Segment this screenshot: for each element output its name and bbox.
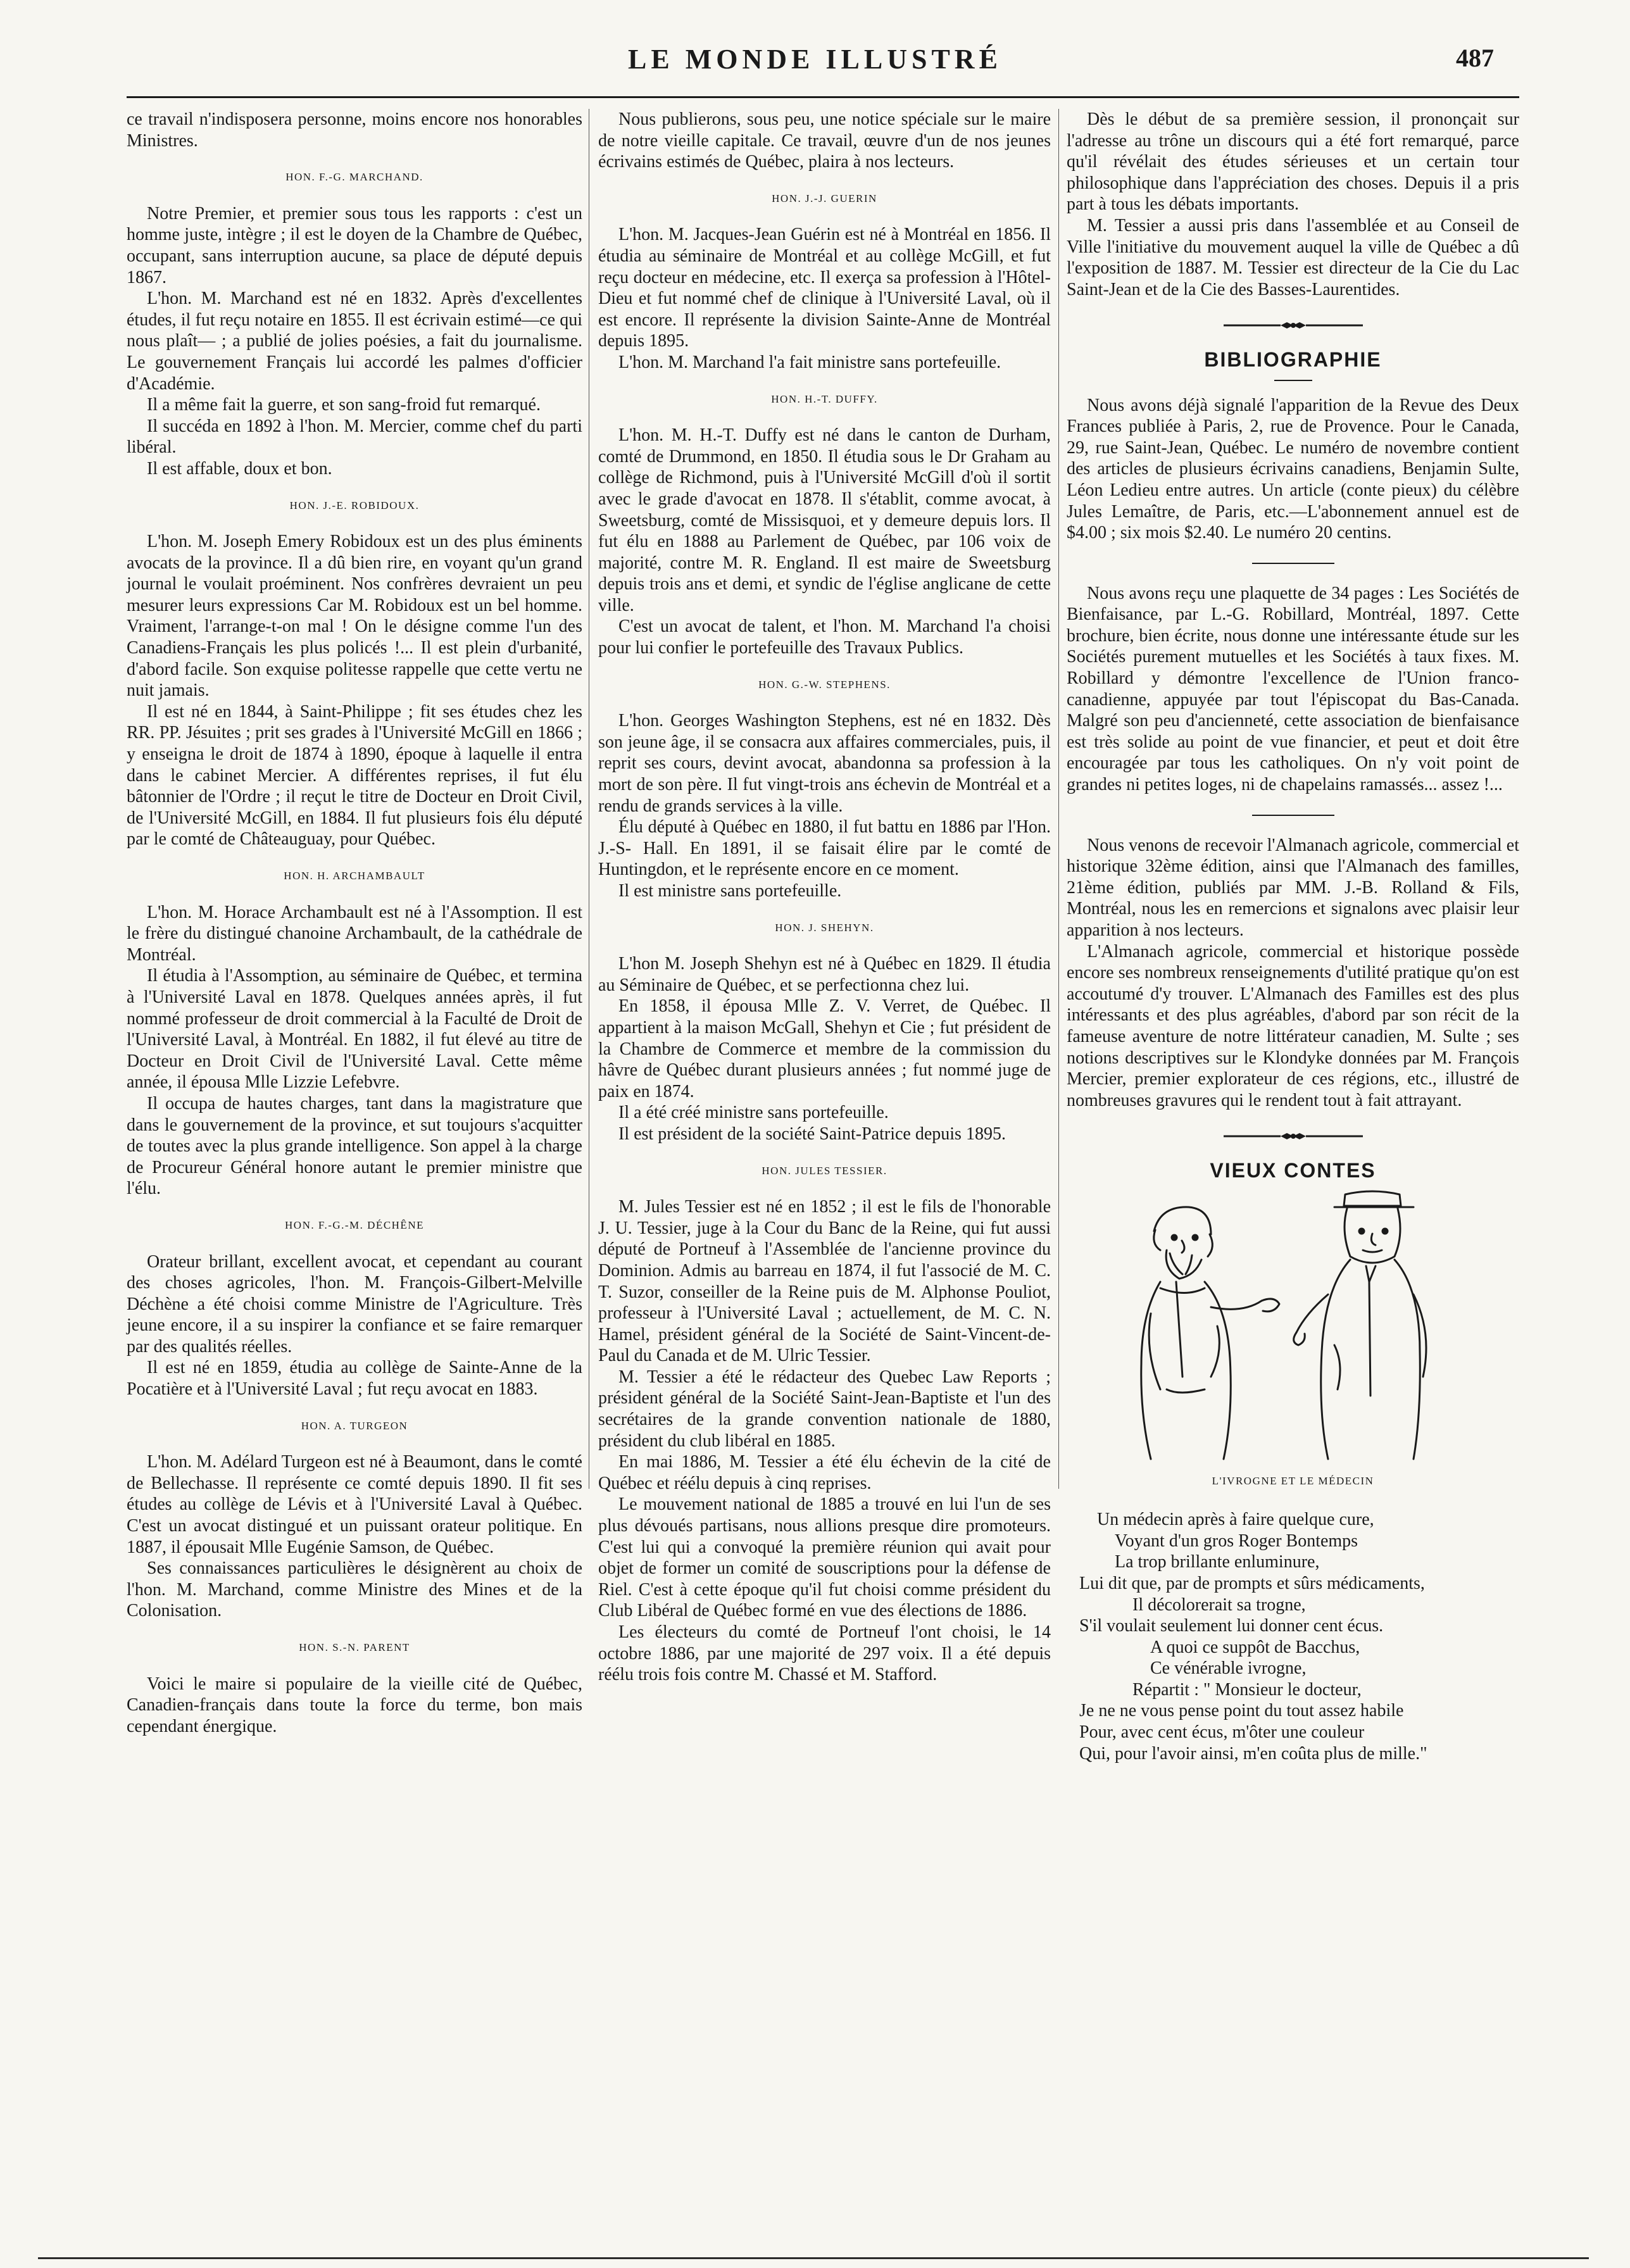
poem-line: Je ne ne vous pense point du tout assez habile [1079,1701,1404,1721]
poem-line: Qui, pour l'avoir ainsi, m'en coûta plus de mille." [1079,1743,1427,1764]
illustration-caption: L'IVROGNE ET LE MÉDECIN [1212,1474,1374,1487]
section-heading: HON. S.-N. PARENT [299,1641,410,1653]
paragraph: Il est affable, doux et bon. [147,458,332,479]
header-rule [127,96,1519,98]
biblio-paragraph: Nous venons de recevoir l'Almanach agricole, commercial et historique 32ème édition, ainsi que l'Almanach des familles, 21ème édition, publiés par MM. J.-B. Rolland & Fils, Montréal, nous les en remercions et signalons avec plaisir leur apparition à nos lecteurs. [1067,835,1519,940]
tessier-continued [1067,109,1519,300]
paragraph: Le mouvement national de 1885 a trouvé en lui l'un de ses plus dévoués partisans, nous allions presque dire promoteurs. C'est lui qui a convoqué la première réunion qui avait pour objet de former un comité de souscriptions pour la défense de Riel. C'est à cette époque qu'il fut choisi comme président du Club Libéral de Québec formé en vue des élections de 1886. [598,1494,1051,1621]
biblio-paragraph: Nous avons déjà signalé l'apparition de la Revue des Deux Frances publiée à Paris, 2, rue de Provence. Pour le Canada, 29, rue Saint-Jean, Québec. Le numéro de novembre contient des articles de plusieurs écrivains canadiens, Benjamin Sulte, Léon Ledieu entre autres. Un article (conte pieux) du célèbre Jules Lemaître, de Paris, etc.—L'abonnement annuel est de $4.00 ; six mois $2.40. Le numéro 20 centins. [1067,395,1519,543]
paragraph: L'hon. Georges Washington Stephens, est né en 1832. Dès son jeune âge, il se consacra aux affaires commerciales, puis, il reprit ses cours, devint avocat, abandonna sa profession à la mort de son père. Il fut vingt-trois ans échevin de Montréal et a rendu de grands services à la ville. [598,711,1051,816]
section-heading: HON. F.-G.-M. DÉCHÊNE [285,1219,424,1231]
paragraph: Il étudia à l'Assomption, au séminaire de Québec, et termina à l'Université Laval en 1878. Quelques années après, il fut nommé professeur de droit commercial à la Faculté de Droit de l'Université Laval, à Montréal. En 1882, il fut élevé au titre de Docteur en Droit Civil de l'Université Laval. Cette même année, il épousa Mlle Lizzie Lefebvre. [127,966,582,1093]
paragraph: M. Jules Tessier est né en 1852 ; il est le fils de l'honorable J. U. Tessier, juge à la Cour du Banc de la Reine, qui fut aussi député de Portneuf à l'Assemblée de l'ancienne province du Dominion. Admis au barreau en 1874, il fut l'associé de M. C. T. Suzor, conseiller de la Reine puis de M. Alphonse Pouliot, professeur à l'Université Laval ; actuellement, de M. C. N. Hamel, président général de la Société de Saint-Vincent-de-Paul du Canada et de M. Ulric Tessier. [598,1197,1051,1366]
paragraph: C'est un avocat de talent, et l'hon. M. Marchand l'a choisi pour lui confier le portefeuille des Travaux Publics. [598,617,1051,658]
paragraph: Il a été créé ministre sans portefeuille. [618,1103,889,1123]
paragraph: Nous publierons, sous peu, une notice spéciale sur le maire de notre vieille capitale. Ce travail, œuvre d'un de nos jeunes écrivains estimés de Québec, plaira à nos lecteurs. [598,110,1051,172]
poem-line: Pour, avec cent écus, m'ôter une couleur [1079,1722,1365,1743]
ornament-divider [1067,1125,1519,1146]
biblio-paragraph: L'Almanach agricole, commercial et historique possède encore ses nombreux renseignements d'utilité pratique qu'on est accoutumé d'y trouver. L'Almanach des Familles est des plus intéressants et des plus agréables, d'abord par son récit de la fameuse aventure de notre littérateur canadien, M. Sulte ; ses notions descriptives sur le Klondyke données par M. François Mercier, premier explorateur de ces régions, etc., illustré de nombreuses gravures qui le rendent tout à fait attrayant. [1067,941,1519,1110]
poem-line: A quoi ce suppôt de Bacchus, [1150,1637,1360,1657]
paragraph: Les électeurs du comté de Portneuf l'ont choisi, le 14 octobre 1886, par une majorité de 297 voix. Il a été depuis réélu trois fois contre M. Chassé et M. Stafford. [598,1622,1051,1685]
separator [1252,815,1334,816]
poem-line: Un médecin après à faire quelque cure, [1097,1510,1374,1530]
column-1 [127,109,582,1737]
paragraph: Il est né en 1844, à Saint-Philippe ; fit ses études chez les RR. PP. Jésuites ; prit ses grades à l'Université McGill en 1866 ; y enseigna le droit de 1874 à 1890, époque à laquelle il entra dans le cabinet Mercier. A différentes reprises, il fut élu bâtonnier de l'Ordre ; il reçut le titre de Docteur en Droit Civil, de l'Université McGill, en 1884. Il fut plusieurs fois élu député par le comté de Châteauguay, pour Québec. [127,701,582,849]
paragraph: Ses connaissances particulières le désignèrent au choix de l'hon. M. Marchand, comme Ministre des Mines et de la Colonisation. [127,1558,582,1621]
poem [1079,1509,1519,1764]
paragraph: Il a même fait la guerre, et son sang-froid fut remarqué. [147,395,541,415]
section-heading: HON. H.-T. DUFFY. [771,392,878,405]
poem-line: Voyant d'un gros Roger Bontemps [1115,1531,1358,1551]
paragraph: En 1858, il épousa Mlle Z. V. Verret, de Québec. Il appartient à la maison McGall, Shehyn et Cie ; fut président de la Chambre de Commerce et membre de la commission du hâvre de Québec durant plusieurs années ; fut nommé juge de paix en 1874. [598,996,1051,1101]
page-bottom-edge [38,2257,1589,2259]
section-heading: HON. JULES TESSIER. [762,1164,887,1177]
paragraph: L'hon. M. Horace Archambault est né à l'Assomption. Il est le frère du distingué chanoine Archambault, de la cathédrale de Montréal. [127,902,582,965]
paragraph: En mai 1886, M. Tessier a été élu échevin de la cité de Québec et réélu depuis à cinq reprises. [598,1452,1051,1493]
paragraph: Il succéda en 1892 à l'hon. M. Mercier, comme chef du parti libéral. [127,416,582,458]
paragraph: L'hon. M. Joseph Emery Robidoux est un des plus éminents avocats de la province. Il a dû bien rire, en voyant qu'un grand journal le voulait proéminent. Nos confrères devraient un peu mesurer leurs expressions Car M. Robidoux est un bel homme. Vraiment, l'arrange-t-on mal ! On le désigne comme l'un des Canadiens-Français les plus policés !... Il est plein d'urbanité, d'abord facile. Son exquise politesse rappelle que cette vertu ne nuit jamais. [127,532,582,701]
paragraph: Notre Premier, et premier sous tous les rapports : c'est un homme juste, intègre ; il est le doyen de la Chambre de Québec, occupant, sans interruption aucune, sa place de député depuis 1867. [127,203,582,287]
vieux-contes-title: VIEUX CONTES [1210,1158,1376,1182]
separator [1252,563,1334,564]
masthead: LE MONDE ILLUSTRÉ [628,44,1002,75]
paragraph: L'hon M. Joseph Shehyn est né à Québec en 1829. Il étudia au Séminaire de Québec, et se perfectionna chez lui. [598,954,1051,995]
paragraph: M. Tessier a été le rédacteur des Quebec Law Reports ; président général de la Société Saint-Jean-Baptiste et l'un des secrétaires de la grande convention nationale de 1880, président du club libéral en 1885. [598,1367,1051,1451]
paragraph: M. Tessier a aussi pris dans l'assemblée et au Conseil de Ville l'initiative du mouvement auquel la ville de Québec a dû l'exposition de 1887. M. Tessier est directeur de la Cie du Lac Saint-Jean et de la Cie des Basses-Laurentides. [1067,215,1519,299]
column-3 [1067,109,1519,1764]
biblio-paragraph: Nous avons reçu une plaquette de 34 pages : Les Sociétés de Bienfaisance, par L.-G. Robillard, Montréal, 1897. Cette brochure, bien écrite, nous donne une intéressante étude sur les Sociétés purement mutuelles et les Sociétés à taux fixes. M. Robillard y démontre l'excellence de l'Union franco-canadienne, appuyée par tout l'épiscopat du Bas-Canada. Malgré son peu d'ancienneté, cette association de bienfaisance est très solide au point de vue financier, et peut et doit être encouragée par tous les catholiques. On n'y voit point de grandes ni petites loges, ni de chapelains ramassés... assez !... [1067,583,1519,795]
section-heading: HON. F.-G. MARCHAND. [285,171,423,184]
section-heading: HON. G.-W. STEPHENS. [758,678,891,691]
poem-line: Lui dit que, par de prompts et sûrs médicaments, [1079,1573,1425,1593]
paragraph: Il est président de la société Saint-Patrice depuis 1895. [618,1124,1006,1144]
poem-line: Répartit : " Monsieur le docteur, [1132,1679,1362,1700]
paragraph: Voici le maire si populaire de la vieille cité de Québec, Canadien-français dans toute la force du terme, bon mais cependant énergique. [127,1674,582,1736]
column-2 [598,109,1051,1686]
poem-line: Ce vénérable ivrogne, [1150,1658,1307,1679]
paragraph: ce travail n'indisposera personne, moins encore nos honorables Ministres. [127,110,582,151]
section-heading: HON. J.-J. GUERIN [772,192,877,204]
bibliographie-title: BIBLIOGRAPHIE [1204,348,1382,371]
paragraph: L'hon. M. H.-T. Duffy est né dans le canton de Durham, comté de Drummond, en 1850. Il étudia sous le Dr Graham au collège de Richmond, puis à l'Université McGill d'où il sortit avec le grade d'avocat en 1878. Il s'établit, comme avocat, à Sweetsburg, comté de Missisquoi, et y demeure depuis lors. Il fut élu en 1888 au Parlement de Québec, par 106 voix de majorité, contre M. R. England. Il est maire de Sweetsburg depuis trois ans et demi, et syndic de l'église anglicane de cette ville. [598,425,1051,615]
paragraph: Élu député à Québec en 1880, il fut battu en 1886 par l'Hon. J.-S- Hall. En 1891, il se faisait élire par le comté de Huntingdon, et le représente encore en ce moment. [598,817,1051,880]
paragraph: Orateur brillant, excellent avocat, et cependant au courant des choses agricoles, l'hon. M. François-Gilbert-Melville Déchène a été choisi comme Ministre de l'Agriculture. Très jeune encore, il a su inspirer la confiance et se faire remarquer par des qualités réelles. [127,1251,582,1356]
paragraph: Il est ministre sans portefeuille. [618,881,842,901]
paragraph: L'hon. M. Marchand est né en 1832. Après d'excellentes études, il fut reçu notaire en 1855. Il est écrivain estimé—ce qui nous plaît— ; a publié de jolies poésies, a fait du journalisme. Le gouvernement Français lui accordé les palmes d'officier d'Académie. [127,289,582,394]
paragraph: Il est né en 1859, étudia au collège de Sainte-Anne de la Pocatière et à l'Université Laval ; fut reçu avocat en 1883. [127,1358,582,1400]
section-heading: HON. J. SHEHYN. [775,921,874,934]
section-heading: HON. H. ARCHAMBAULT [284,870,425,882]
paragraph: L'hon. M. Jacques-Jean Guérin est né à Montréal en 1856. Il étudia au séminaire de Montréal et au collège McGill, et fut reçu docteur en médecine, etc. Il exerça sa profession à l'Hôtel-Dieu et fut nommé chef de clinique à l'Université Laval, où il est encore. Il représente la division Sainte-Anne de Montréal depuis 1895. [598,225,1051,351]
title-rule [1274,380,1312,381]
section-heading: HON. J.-E. ROBIDOUX. [289,499,420,511]
ornament-divider [1067,314,1519,335]
paragraph: Il occupa de hautes charges, tant dans la magistrature que dans le gouvernement de la province, et sut toujours s'acquitter de toutes avec la plus grande intelligence. Son appel à la charge de Procureur Général honore autant le premier ministre que l'élu. [127,1093,582,1199]
page-header [0,43,1630,87]
poem-line: Il décolorerait sa trogne, [1132,1594,1306,1615]
drunkard-and-doctor-illustration [1116,1187,1470,1465]
paragraph: Dès le début de sa première session, il prononçait sur l'adresse au trône un discours qui a été fort remarqué, parce qu'il révélait des études sérieuses et un certain tour philosophique dans l'appréciation des choses. Depuis il a pris part à tous les débats importants. [1067,110,1519,215]
paragraph: L'hon. M. Adélard Turgeon est né à Beaumont, dans le comté de Bellechasse. Il représente ce comté depuis 1890. Il fit ses études au collège de Lévis et à l'Université Laval à Québec. C'est un avocat distingué et un puissant orateur politique. En 1887, il épousait Mlle Eugénie Samson, de Québec. [127,1452,582,1557]
poem-line: La trop brillante enluminure, [1115,1552,1320,1572]
page-number: 487 [1456,44,1494,72]
poem-line: S'il voulait seulement lui donner cent écus. [1079,1616,1384,1636]
paragraph: L'hon. M. Marchand l'a fait ministre sans portefeuille. [618,352,1001,372]
section-heading: HON. A. TURGEON [301,1419,408,1432]
column-divider [1058,109,1059,1489]
